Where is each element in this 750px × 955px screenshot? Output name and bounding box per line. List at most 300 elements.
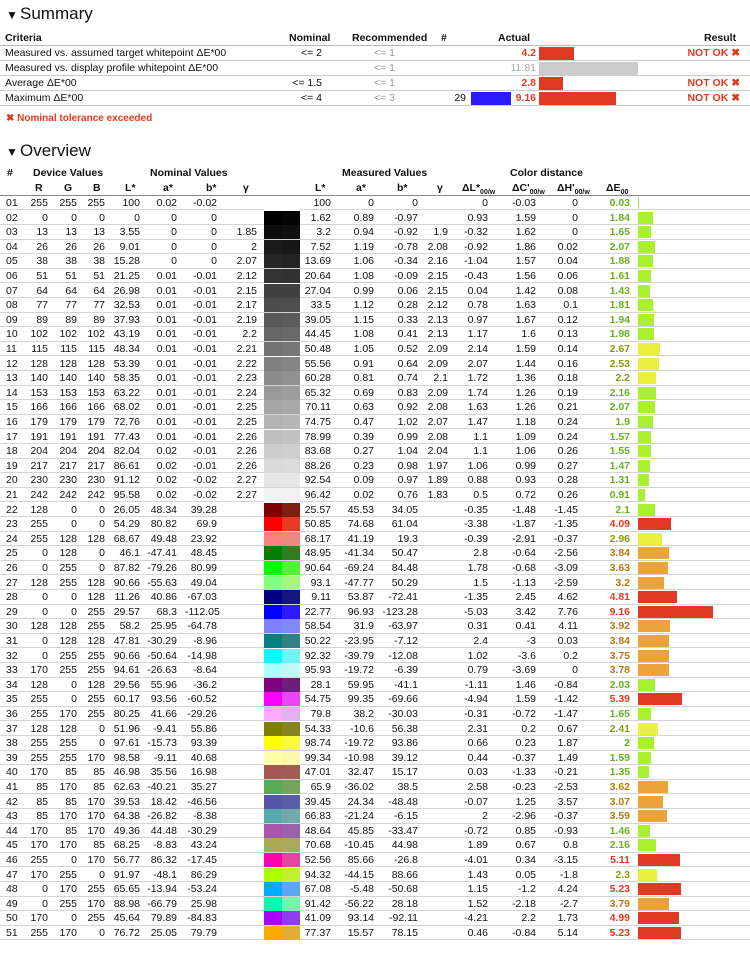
overview-row xyxy=(0,400,750,414)
delta-h-cell: -0.37 xyxy=(554,532,578,545)
nominal-a-cell: 0.01 xyxy=(156,328,177,341)
measured-l-cell: 41.09 xyxy=(304,912,331,925)
patch-number-cell: 06 xyxy=(6,270,18,282)
measured-b-cell: 0.83 xyxy=(397,386,418,399)
measured-b-cell: -30.03 xyxy=(388,708,418,720)
delta-h-cell: 0.04 xyxy=(557,255,578,268)
nominal-b-cell: 0 xyxy=(211,255,217,268)
measured-b-cell: 78.15 xyxy=(391,927,418,939)
delta-e-bar xyxy=(638,723,658,735)
overview-row xyxy=(0,678,750,692)
delta-l-cell: 0.97 xyxy=(467,313,488,326)
col-r: R xyxy=(35,182,43,194)
delta-e-cell: 4.81 xyxy=(609,591,630,604)
measured-swatch xyxy=(282,298,300,312)
delta-e-cell: 3.79 xyxy=(609,897,630,910)
measured-a-cell: -21.24 xyxy=(344,810,374,823)
nominal-b-cell: -17.45 xyxy=(187,854,217,866)
col-measured-a: a* xyxy=(356,182,366,194)
overview-row xyxy=(0,765,750,779)
measured-l-cell: 54.33 xyxy=(304,722,331,735)
delta-l-cell: 0.66 xyxy=(467,737,488,750)
collapse-triangle-icon[interactable]: ▼ xyxy=(6,8,18,22)
measured-swatch xyxy=(282,619,300,633)
nominal-l-cell: 90.66 xyxy=(113,576,140,589)
device-b-cell: 255 xyxy=(87,708,105,720)
measured-l-cell: 92.32 xyxy=(304,649,331,662)
measured-a-cell: -10.98 xyxy=(344,751,374,764)
device-g-cell: 170 xyxy=(59,781,77,793)
overview-row xyxy=(0,517,750,531)
delta-e-bar xyxy=(638,650,669,662)
nominal-l-cell: 32.53 xyxy=(113,299,140,312)
nominal-swatch xyxy=(264,824,282,838)
nominal-a-cell: 0 xyxy=(171,226,177,239)
device-b-cell: 0 xyxy=(99,737,105,750)
patch-number-cell: 08 xyxy=(6,299,18,312)
measured-a-cell: 0.02 xyxy=(353,489,374,501)
nominal-l-cell: 3.55 xyxy=(119,226,140,239)
delta-l-cell: 0.04 xyxy=(467,284,488,297)
nominal-b-cell: -0.01 xyxy=(193,459,217,472)
summary-title[interactable]: ▼ Summary xyxy=(6,4,93,23)
measured-swatch xyxy=(282,284,300,298)
col-delta-h: $\Delta H'_{00/w}$ xyxy=(557,182,590,197)
device-b-cell: 217 xyxy=(87,459,105,472)
patch-number-cell: 29 xyxy=(6,605,18,618)
measured-b-cell: -69.66 xyxy=(388,693,418,706)
nominal-l-cell: 90.66 xyxy=(113,649,140,662)
nominal-l-cell: 76.72 xyxy=(113,927,140,939)
measured-l-cell: 68.17 xyxy=(304,532,331,545)
patch-number-cell: 03 xyxy=(6,226,18,239)
measured-swatch xyxy=(282,225,300,239)
device-b-cell: 242 xyxy=(87,489,105,501)
nominal-l-cell: 63.22 xyxy=(113,386,140,399)
device-g-cell: 0 xyxy=(71,605,77,618)
delta-c-cell: -0.84 xyxy=(512,927,536,939)
overview-row xyxy=(0,386,750,400)
delta-e-bar xyxy=(638,445,651,457)
nominal-gamma-cell: 2.17 xyxy=(236,299,257,312)
device-r-cell: 255 xyxy=(30,518,48,531)
measured-swatch xyxy=(282,415,300,429)
device-g-cell: 170 xyxy=(59,708,77,720)
patch-number-cell: 38 xyxy=(6,737,18,750)
delta-e-cell: 2.41 xyxy=(609,722,630,735)
device-r-cell: 170 xyxy=(30,664,48,677)
measured-a-cell: 31.9 xyxy=(353,620,374,633)
measured-l-cell: 92.54 xyxy=(304,474,331,487)
nominal-swatch xyxy=(264,269,282,283)
nominal-l-cell: 68.67 xyxy=(113,532,140,545)
delta-e-bar xyxy=(638,431,651,443)
measured-b-cell: 0.52 xyxy=(397,343,418,355)
measured-swatch xyxy=(282,678,300,692)
delta-c-cell: -1.13 xyxy=(512,576,536,589)
measured-swatch xyxy=(282,765,300,779)
delta-l-cell: 2 xyxy=(482,810,488,823)
delta-e-bar xyxy=(638,416,653,428)
device-b-cell: 85 xyxy=(93,839,105,852)
delta-h-cell: 0.03 xyxy=(557,635,578,647)
measured-swatch xyxy=(282,736,300,750)
nominal-a-cell: 0.02 xyxy=(156,474,177,487)
patch-number-cell: 26 xyxy=(6,562,18,574)
delta-e-cell: 1.65 xyxy=(609,708,630,720)
delta-l-cell: 1.89 xyxy=(467,839,488,852)
overview-row xyxy=(0,795,750,809)
patch-number-cell: 21 xyxy=(6,489,18,501)
device-g-cell: 89 xyxy=(65,313,77,326)
delta-c-cell: -2.96 xyxy=(512,810,536,823)
device-g-cell: 255 xyxy=(59,197,77,209)
device-g-cell: 102 xyxy=(59,328,77,341)
measured-l-cell: 22.77 xyxy=(304,605,331,618)
measured-l-cell: 28.1 xyxy=(310,678,331,691)
measured-b-cell: 39.12 xyxy=(391,751,418,764)
measured-l-cell: 74.75 xyxy=(304,416,331,428)
nominal-swatch xyxy=(264,327,282,341)
nominal-l-cell: 98.58 xyxy=(113,751,140,764)
delta-c-cell: 1.63 xyxy=(515,299,536,312)
criteria-cell: Maximum ΔE*00 xyxy=(5,92,84,104)
patch-number-cell: 43 xyxy=(6,810,18,823)
patch-number-cell: 23 xyxy=(6,518,18,531)
delta-h-cell: 0 xyxy=(572,211,578,224)
measured-swatch xyxy=(282,707,300,721)
device-b-cell: 255 xyxy=(87,620,105,633)
measured-gamma-cell: 2.16 xyxy=(427,255,448,268)
delta-h-cell: 1.49 xyxy=(557,751,578,764)
nominal-gamma-cell: 2.15 xyxy=(236,284,257,297)
measured-l-cell: 54.75 xyxy=(304,693,331,706)
device-r-cell: 102 xyxy=(30,328,48,341)
measured-swatch xyxy=(282,196,300,210)
device-r-cell: 77 xyxy=(36,299,48,312)
delta-h-cell: 0 xyxy=(572,197,578,209)
delta-h-cell: 0.08 xyxy=(557,284,578,297)
measured-l-cell: 100 xyxy=(313,197,331,209)
col-delta-l: $\Delta L*_{00/w}$ xyxy=(462,182,496,197)
criteria-cell: Measured vs. assumed target whitepoint ΔE*00 xyxy=(5,47,227,59)
nominal-swatch xyxy=(264,619,282,633)
nominal-l-cell: 53.39 xyxy=(113,357,140,370)
overview-row xyxy=(0,211,750,225)
delta-l-cell: -4.01 xyxy=(464,854,488,866)
nominal-swatch xyxy=(264,298,282,312)
nominal-a-cell: 0.01 xyxy=(156,430,177,443)
nominal-swatch xyxy=(264,853,282,867)
measured-b-cell: 0.41 xyxy=(397,328,418,341)
measured-l-cell: 91.42 xyxy=(304,897,331,910)
delta-l-cell: 2.14 xyxy=(467,343,488,355)
patch-number-cell: 07 xyxy=(6,284,18,297)
delta-h-cell: 4.62 xyxy=(557,591,578,604)
measured-a-cell: 1.12 xyxy=(353,299,374,312)
measured-a-cell: 96.93 xyxy=(347,605,374,618)
delta-e-bar xyxy=(638,912,679,924)
delta-c-cell: 3.42 xyxy=(515,605,536,618)
overview-row xyxy=(0,459,750,473)
delta-c-cell: 1.44 xyxy=(515,357,536,370)
measured-swatch xyxy=(282,926,300,940)
col-delta-e: $\Delta E_{00}$ xyxy=(606,182,629,197)
device-r-cell: 51 xyxy=(36,270,48,282)
delta-e-cell: 2.03 xyxy=(609,678,630,691)
delta-h-cell: 0.67 xyxy=(557,722,578,735)
nominal-b-cell: -0.01 xyxy=(193,284,217,297)
nominal-a-cell: -26.63 xyxy=(147,664,177,677)
measured-b-cell: 38.5 xyxy=(397,781,418,793)
overview-row xyxy=(0,649,750,663)
measured-swatch xyxy=(282,503,300,517)
nominal-l-cell: 82.04 xyxy=(113,445,140,458)
overview-row xyxy=(0,590,750,604)
nominal-gamma-cell: 2.27 xyxy=(236,489,257,501)
collapse-triangle-icon[interactable]: ▼ xyxy=(6,145,18,159)
measured-l-cell: 65.9 xyxy=(310,781,331,793)
nominal-l-cell: 11.26 xyxy=(114,591,140,604)
delta-h-cell: 0.16 xyxy=(557,357,578,370)
nominal-a-cell: 40.86 xyxy=(150,591,177,604)
delta-e-cell: 3.84 xyxy=(609,547,630,560)
overview-group-header xyxy=(0,167,750,180)
device-r-cell: 85 xyxy=(36,795,48,808)
delta-l-cell: 2.4 xyxy=(473,635,488,647)
delta-e-cell: 5.23 xyxy=(609,927,630,939)
nominal-swatch xyxy=(264,765,282,779)
measured-b-cell: 56.38 xyxy=(391,722,418,735)
nominal-b-cell: 80.99 xyxy=(190,562,217,574)
overview-row xyxy=(0,868,750,882)
nominal-b-cell: -0.01 xyxy=(193,313,217,326)
delta-l-cell: -0.39 xyxy=(464,532,488,545)
nominal-swatch xyxy=(264,240,282,254)
measured-a-cell: -47.77 xyxy=(344,576,374,589)
device-r-cell: 255 xyxy=(30,854,48,866)
delta-h-cell: 0.24 xyxy=(557,430,578,443)
overview-row xyxy=(0,634,750,648)
nominal-b-cell: -36.2 xyxy=(193,678,217,691)
device-b-cell: 170 xyxy=(87,751,105,764)
measured-a-cell: 0.89 xyxy=(353,211,374,224)
delta-c-cell: 1.67 xyxy=(515,313,536,326)
delta-e-cell: 0.91 xyxy=(609,489,630,501)
delta-h-cell: -2.56 xyxy=(554,547,578,560)
measured-b-cell: -72.41 xyxy=(388,591,418,604)
device-g-cell: 128 xyxy=(59,635,77,647)
device-b-cell: 179 xyxy=(87,416,105,428)
delta-e-cell: 1.35 xyxy=(609,766,630,779)
nominal-a-cell: 0 xyxy=(171,211,177,224)
overview-row xyxy=(0,722,750,736)
device-r-cell: 0 xyxy=(42,562,48,574)
device-g-cell: 13 xyxy=(65,226,77,239)
measured-swatch xyxy=(282,605,300,619)
device-r-cell: 170 xyxy=(30,839,48,852)
measured-swatch xyxy=(282,868,300,882)
device-g-cell: 166 xyxy=(59,401,77,414)
measured-swatch xyxy=(282,809,300,823)
actual-cell: 11.81 xyxy=(510,62,536,74)
device-b-cell: 170 xyxy=(87,897,105,910)
measured-a-cell: 0.09 xyxy=(353,474,374,487)
measured-l-cell: 65.32 xyxy=(304,386,331,399)
device-r-cell: 179 xyxy=(30,416,48,428)
device-g-cell: 170 xyxy=(59,810,77,823)
nominal-swatch xyxy=(264,911,282,925)
measured-l-cell: 50.85 xyxy=(304,518,331,531)
delta-e-cell: 1.88 xyxy=(609,255,630,268)
device-b-cell: 128 xyxy=(87,591,105,604)
delta-c-cell: 2.2 xyxy=(521,912,536,925)
nominal-swatch xyxy=(264,736,282,750)
measured-b-cell: -0.34 xyxy=(394,255,418,268)
delta-e-cell: 1.98 xyxy=(609,328,630,341)
device-b-cell: 255 xyxy=(87,693,105,706)
delta-e-bar xyxy=(638,518,671,530)
device-b-cell: 51 xyxy=(93,270,105,282)
delta-e-bar xyxy=(638,796,663,808)
delta-h-cell: -2.53 xyxy=(554,781,578,793)
delta-c-cell: -0.23 xyxy=(512,781,536,793)
device-r-cell: 153 xyxy=(30,386,48,399)
device-g-cell: 255 xyxy=(59,737,77,750)
delta-c-cell: -0.37 xyxy=(512,751,536,764)
patch-number-cell: 41 xyxy=(6,781,18,793)
measured-a-cell: -5.48 xyxy=(350,883,374,896)
measured-l-cell: 48.95 xyxy=(304,547,331,560)
delta-c-cell: -0.68 xyxy=(512,562,536,574)
delta-h-cell: 1.87 xyxy=(557,737,578,750)
delta-c-cell: -0.72 xyxy=(512,708,536,720)
delta-e-bar xyxy=(638,562,668,574)
device-b-cell: 0 xyxy=(99,722,105,735)
delta-e-bar xyxy=(638,197,639,209)
delta-l-cell: 0.46 xyxy=(467,927,488,939)
delta-c-cell: 0.23 xyxy=(515,737,536,750)
num-col-header: # xyxy=(7,167,13,179)
device-b-cell: 191 xyxy=(87,430,105,443)
measured-a-cell: -19.72 xyxy=(344,737,374,750)
measured-swatch xyxy=(282,780,300,794)
nominal-gamma-cell: 2.19 xyxy=(236,313,257,326)
measured-swatch xyxy=(282,911,300,925)
overview-row xyxy=(0,911,750,925)
nominal-b-cell: -46.56 xyxy=(187,795,217,808)
nominal-values-header: Nominal Values xyxy=(150,167,228,179)
actual-header: Actual xyxy=(498,32,531,44)
measured-a-cell: 99.35 xyxy=(347,693,374,706)
patch-number-cell: 24 xyxy=(6,532,18,545)
nominal-b-cell: 49.04 xyxy=(190,576,217,589)
measured-a-cell: 45.85 xyxy=(347,824,374,837)
measured-swatch xyxy=(282,473,300,487)
delta-c-cell: 1.09 xyxy=(515,430,536,443)
measured-swatch xyxy=(282,488,300,502)
measured-swatch xyxy=(282,269,300,283)
delta-h-cell: -2.7 xyxy=(559,897,578,910)
delta-l-cell: 0.79 xyxy=(467,664,488,677)
nominal-a-cell: 25.05 xyxy=(150,927,177,939)
overview-title[interactable]: ▼ Overview xyxy=(6,141,91,160)
delta-l-cell: 1.1 xyxy=(473,430,488,443)
overview-row xyxy=(0,751,750,765)
delta-l-cell: -0.32 xyxy=(464,226,488,239)
overview-row xyxy=(0,415,750,429)
col-b: B xyxy=(93,182,101,194)
device-b-cell: 85 xyxy=(93,766,105,779)
measured-a-cell: 15.57 xyxy=(347,927,374,939)
delta-c-cell: 0.2 xyxy=(521,722,536,735)
measured-swatch xyxy=(282,240,300,254)
device-r-cell: 0 xyxy=(42,211,48,224)
nominal-l-cell: 58.35 xyxy=(113,372,140,385)
delta-c-cell: 1.59 xyxy=(515,693,536,706)
measured-b-cell: -0.09 xyxy=(394,270,418,282)
nominal-swatch xyxy=(264,678,282,692)
delta-l-cell: 0.78 xyxy=(467,299,488,312)
measured-l-cell: 48.64 xyxy=(304,824,331,837)
device-g-cell: 85 xyxy=(65,766,77,779)
nominal-b-cell: -84.83 xyxy=(187,912,217,925)
delta-c-cell: 1.06 xyxy=(515,445,536,458)
device-b-cell: 255 xyxy=(87,649,105,662)
device-r-cell: 128 xyxy=(30,678,48,691)
delta-h-cell: 0.28 xyxy=(557,474,578,487)
measured-swatch xyxy=(282,692,300,706)
overview-row xyxy=(0,503,750,517)
nominal-swatch xyxy=(264,532,282,546)
device-g-cell: 217 xyxy=(59,459,77,472)
nominal-b-cell: 16.98 xyxy=(190,766,217,779)
device-g-cell: 191 xyxy=(59,430,77,443)
delta-c-cell: -2.91 xyxy=(512,532,536,545)
measured-b-cell: -26.8 xyxy=(394,854,418,866)
device-b-cell: 128 xyxy=(87,678,105,691)
delta-c-cell: 1.86 xyxy=(515,240,536,253)
measured-gamma-cell: 2.08 xyxy=(427,401,448,414)
patch-number-cell: 14 xyxy=(6,386,18,399)
delta-e-cell: 3.75 xyxy=(609,649,630,662)
measured-swatch xyxy=(282,532,300,546)
measured-b-cell: 0.97 xyxy=(397,474,418,487)
nominal-cell: <= 4 xyxy=(300,92,322,104)
delta-e-bar xyxy=(638,533,662,545)
measured-swatch xyxy=(282,386,300,400)
nominal-swatch xyxy=(264,576,282,590)
measured-swatch xyxy=(282,546,300,560)
delta-e-bar xyxy=(638,781,668,793)
delta-c-cell: 1.62 xyxy=(515,226,536,239)
device-b-cell: 255 xyxy=(87,664,105,677)
delta-e-bar xyxy=(638,620,670,632)
measured-swatch xyxy=(282,371,300,385)
nominal-l-cell: 15.28 xyxy=(113,255,140,268)
recommended-header: Recommended xyxy=(352,32,428,44)
device-g-cell: 0 xyxy=(71,912,77,925)
delta-e-cell: 1.43 xyxy=(609,284,630,297)
delta-c-cell: 0.93 xyxy=(515,474,536,487)
nominal-cell: <= 2 xyxy=(300,47,322,59)
patch-number-cell: 18 xyxy=(6,445,18,458)
device-g-cell: 0 xyxy=(71,211,77,224)
nominal-gamma-cell: 2.24 xyxy=(236,386,257,399)
delta-e-cell: 1.81 xyxy=(609,299,630,312)
delta-e-cell: 1.94 xyxy=(609,313,630,326)
delta-e-bar xyxy=(638,489,645,501)
